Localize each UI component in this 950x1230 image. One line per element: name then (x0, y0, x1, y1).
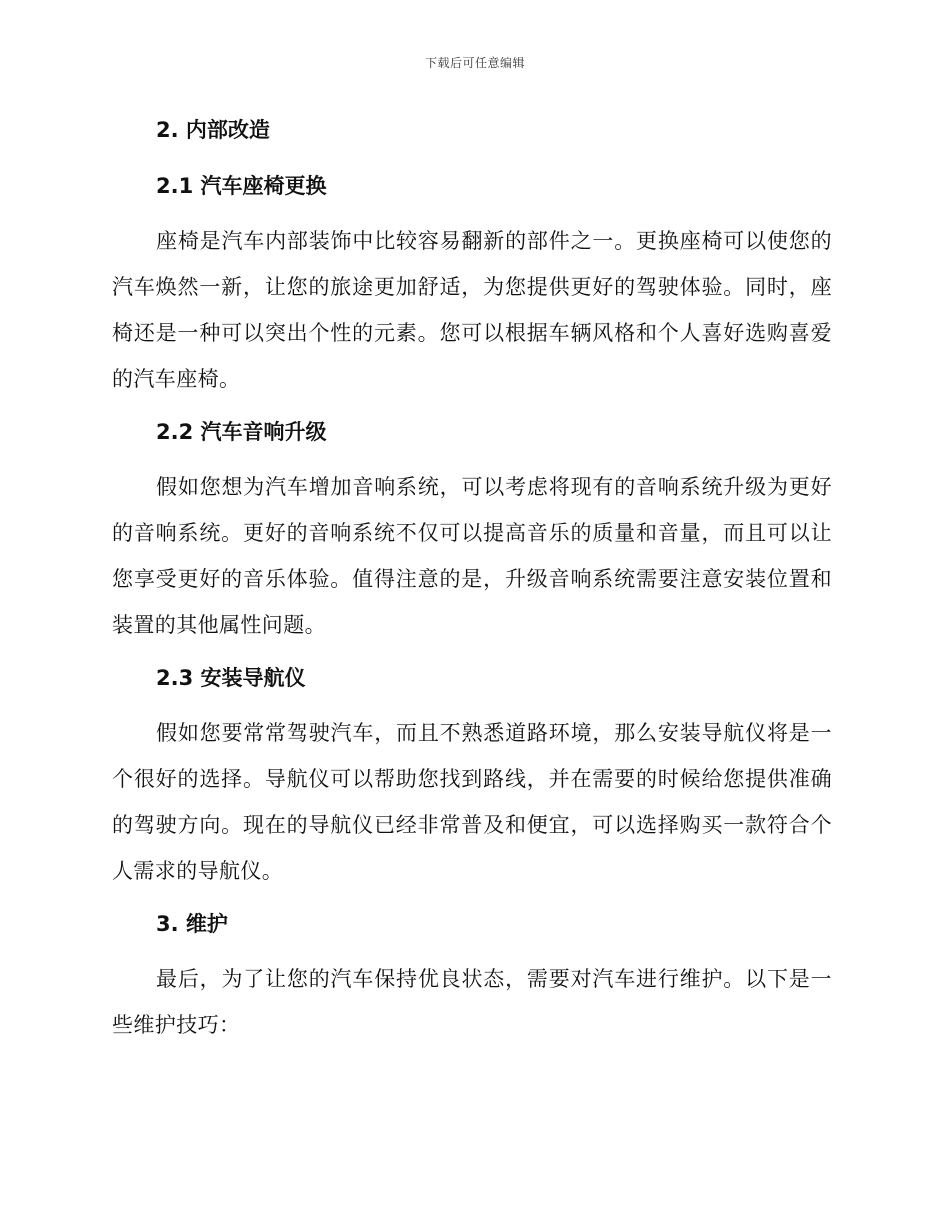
paragraph-seats: 座椅是汽车内部装饰中比较容易翻新的部件之一。更换座椅可以使您的汽车焕然一新，让您的旅途更加舒适，为您提供更好的驾驶体验。同时，座椅还是一种可以突出个性的元素。您可以根据车辆风格和个人喜好选购喜爱的汽车座椅。 (112, 229, 832, 391)
paragraph-maintenance: 最后，为了让您的汽车保持优良状态，需要对汽车进行维护。以下是一些维护技巧： (112, 967, 832, 1037)
section-heading-maintenance: 3. 维护 (156, 912, 228, 936)
page-header: 下载后可任意编辑 (424, 56, 525, 70)
subsection-heading-navigation: 2.3 安装导航仪 (156, 666, 306, 690)
section-heading-interior: 2. 内部改造 (156, 118, 270, 142)
paragraph-navigation: 假如您要常常驾驶汽车，而且不熟悉道路环境，那么安装导航仪将是一个很好的选择。导航仪可以帮助您找到路线，并在需要的时候给您提供准确的驾驶方向。现在的导航仪已经非常普及和便宜，可以选择购买一款符合个人需求的导航仪。 (112, 721, 832, 883)
document-body (112, 108, 832, 1058)
paragraph-audio: 假如您想为汽车增加音响系统，可以考虑将现有的音响系统升级为更好的音响系统。更好的音响系统不仅可以提高音乐的质量和音量，而且可以让您享受更好的音乐体验。值得注意的是，升级音响系统需要注意安装位置和装置的其他属性问题。 (112, 475, 832, 637)
subsection-heading-audio: 2.2 汽车音响升级 (156, 420, 327, 444)
subsection-heading-seats: 2.1 汽车座椅更换 (156, 174, 327, 198)
